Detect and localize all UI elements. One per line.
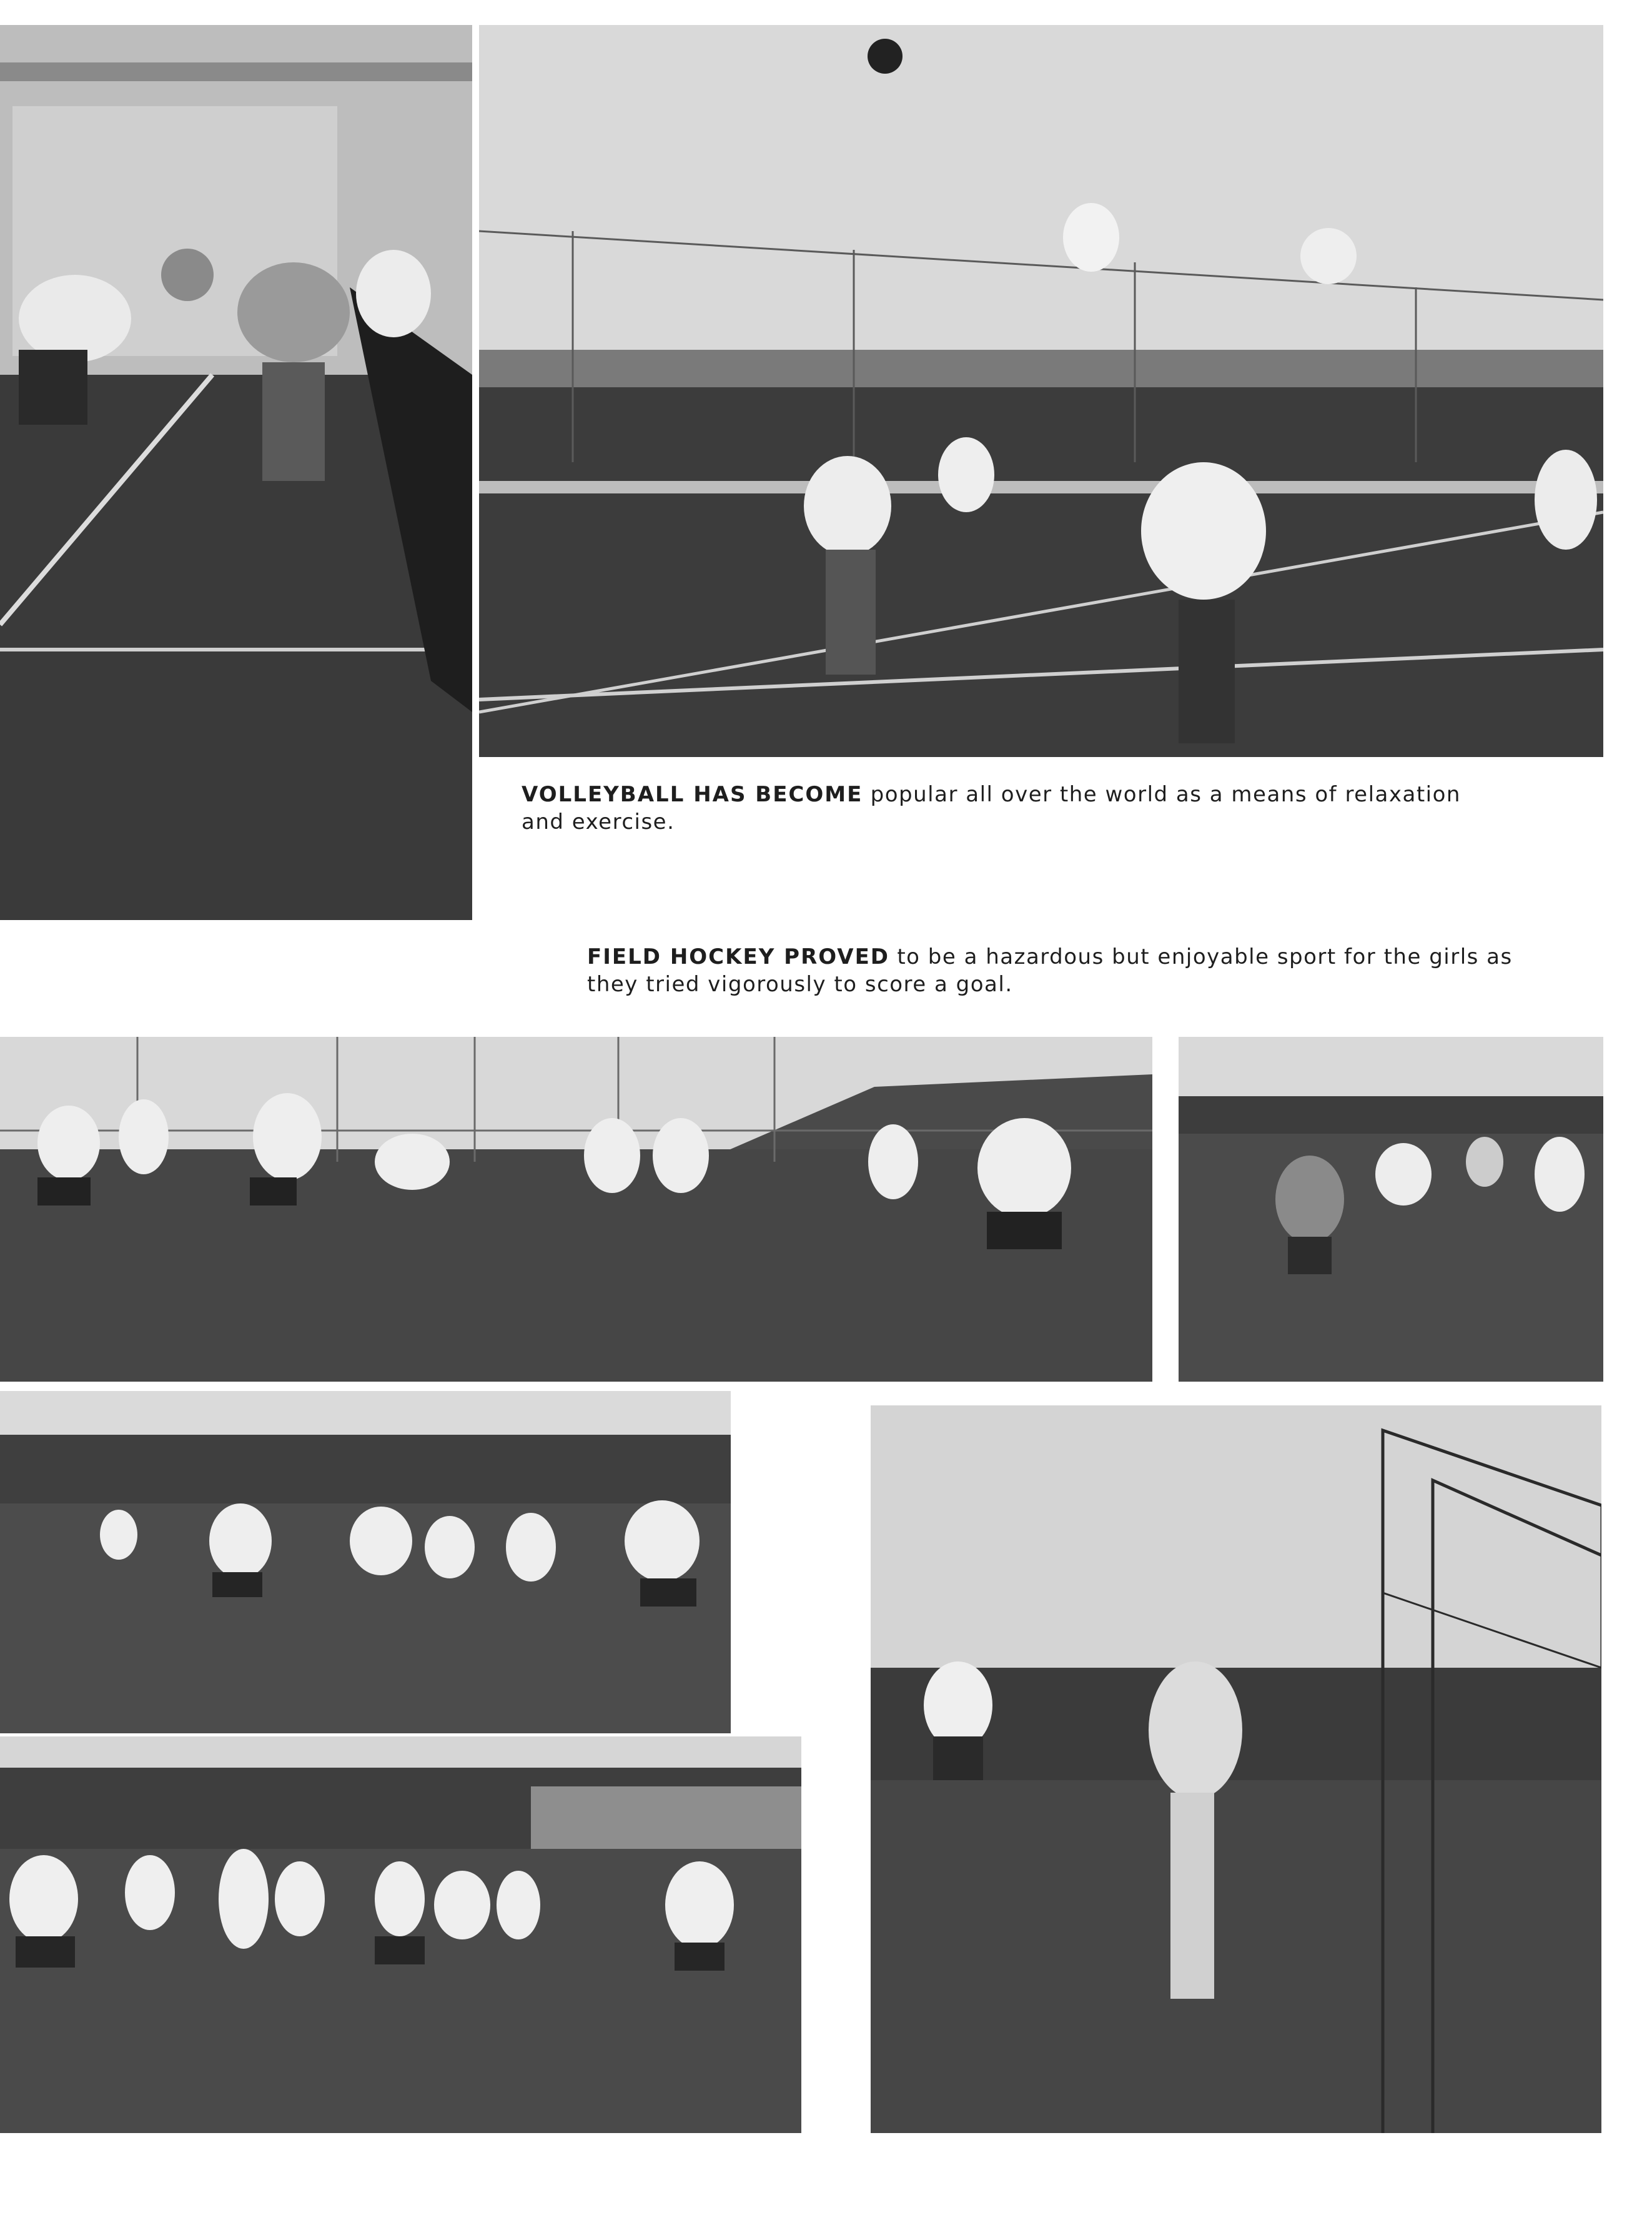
field-hockey-goal-photo — [871, 1405, 1601, 2133]
volleyball-left-photo — [0, 25, 472, 920]
volleyball-main-photo — [479, 25, 1603, 757]
volleyball-caption-lead: VOLLEYBALL HAS BECOME — [522, 782, 863, 807]
field-hockey-small-photo — [1179, 1037, 1603, 1382]
field-hockey-bottom-photo — [0, 1736, 801, 2133]
field-hockey-wide-photo — [0, 1037, 1152, 1382]
field-hockey-caption — [587, 943, 1536, 998]
field-hockey-caption-lead: FIELD HOCKEY PROVED — [587, 944, 890, 969]
volleyball-caption — [522, 781, 1477, 836]
field-hockey-middle-photo — [0, 1391, 731, 1733]
field-hockey-caption-body: to be a hazardous but enjoyable sport for the girls as they tried vigorously to score a goal. — [587, 944, 1513, 997]
volleyball-caption-body: popular all over the world as a means of relaxation and exercise. — [522, 782, 1461, 834]
